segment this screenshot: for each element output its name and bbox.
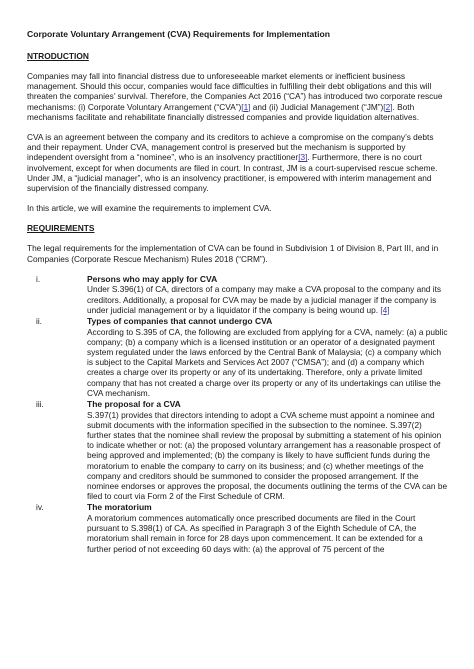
list-item-number: i. <box>36 273 41 284</box>
list-item-body <box>87 284 448 315</box>
footnote-link-3[interactable]: [3] <box>298 152 308 163</box>
list-item-number: iii. <box>36 399 44 410</box>
intro-paragraph-2-text-b: . Furthermore, there is no court involvement, except for when documents are filed in court. In contrast, JM is a court-supervised rescue scheme. Under JM, a “judicial manager”, who is an insolvency practitioner, is empowered with interim management and supervision of the financially distressed company. <box>27 152 438 194</box>
list-item-body: According to S.395 of CA, the following are excluded from applying for a CVA, namely: (a) a public company; (b) a company which is a licensed institution or an operator of a designated payment system regulated under the laws enforced by the Central Bank of Malaysia; (c) a company which is subject to the Capital Markets and Services Act 2007 (“CMSA”); and (d) a company which creates a charge over its property or any of its undertaking. Therefore, only a private limited company that has not created a charge over its property or any of its undertakings can utilise the CVA mechanism. <box>87 326 448 398</box>
list-item-body: A moratorium commences automatically once prescribed documents are filed in the Court pursuant to S.398(1) of CA. As specified in Paragraph 3 of the Eighth Schedule of CA, the moratorium shall remain in force for 28 days upon commencement. It can be extended for a further period of not exceeding 60 days with: (a) the approval of 75 percent of the <box>87 513 423 554</box>
list-item-title: Types of companies that cannot undergo CVA <box>87 316 273 327</box>
section-heading-requirements: REQUIREMENTS <box>27 223 95 234</box>
list-item-number: iv. <box>36 502 44 513</box>
list-item <box>27 502 448 553</box>
requirements-list <box>27 274 448 554</box>
list-item-number: ii. <box>36 316 42 327</box>
document-title: Corporate Voluntary Arrangement (CVA) Requirements for Implementation <box>27 29 331 39</box>
list-item <box>27 399 448 501</box>
list-item-body: S.397(1) provides that directors intending to adopt a CVA scheme must appoint a nominee and submit documents with the information specified in the subsection to the nominee. S.397(2) further states that the nominee shall review the proposal by submitting a statement of his opinion to indicate whether or not: (a) the proposed voluntary arrangement has a reasonable prospect of being approved and implemented; (b) the company is likely to have sufficient funds during the moratorium to enable the company to carry on its business; and (c) whether meetings of the company and creditors should be summoned to consider the proposed arrangement. If the nominee endorses or approves the proposal, the documents outlining the terms of the CVA can be filed to court via Form 2 of the First Schedule of CRM. <box>87 409 448 502</box>
intro-paragraph-2-text: CVA is an agreement between the company and its creditors to achieve a compromise on the company’s debts and their repayment. Under CVA, management control is preserved but the mechanism is supported by independent oversight from a “nominee”, who is an insolvency practitioner <box>27 132 434 163</box>
intro-paragraph-1 <box>27 71 448 122</box>
intro-paragraph-1-text-b: and (ii) Judicial Management (“JM”) <box>250 101 384 112</box>
list-item-text: Under S.396(1) of CA, directors of a company may make a CVA proposal to the company and its creditors. Additionally, a proposal for CVA may be made by a judicial manager if the company is under judicial management or by a liquidator if the company is being wound up. <box>87 284 442 315</box>
footnote-link-2[interactable]: [2] <box>383 101 393 112</box>
requirements-paragraph: The legal requirements for the implementation of CVA can be found in Subdivision 1 of Division 8, Part III, and in Companies (Corporate Rescue Mechanism) Rules 2018 (“CRM”). <box>27 243 439 264</box>
intro-paragraph-1-text-c: . Both mechanisms facilitate and rehabilitate financially distressed companies and provide liquidation alternatives. <box>27 101 420 122</box>
intro-paragraph-2 <box>27 132 448 193</box>
list-item <box>27 274 448 315</box>
footnote-link-1[interactable]: [1] <box>241 101 251 112</box>
list-item-title: The moratorium <box>87 502 152 513</box>
intro-paragraph-3: In this article, we will examine the requirements to implement CVA. <box>27 203 272 214</box>
section-heading-introduction: NTRODUCTION <box>27 51 89 61</box>
list-item <box>27 316 448 398</box>
list-item-title: The proposal for a CVA <box>87 399 181 410</box>
list-item-title: Persons who may apply for CVA <box>87 273 218 284</box>
intro-paragraph-1-text: Companies may fall into financial distress due to unforeseeable market elements or inefficient business management. Should this occur, companies would face difficulties in fulfilling their debt obligations and this will threaten the companies’ survival. Therefore, the Companies Act 2016 (“CA”) has introduced two corporate rescue mechanisms: (i) Corporate Voluntary Arrangement (“CVA”) <box>27 71 443 112</box>
footnote-link-4[interactable]: [4] <box>380 304 390 315</box>
